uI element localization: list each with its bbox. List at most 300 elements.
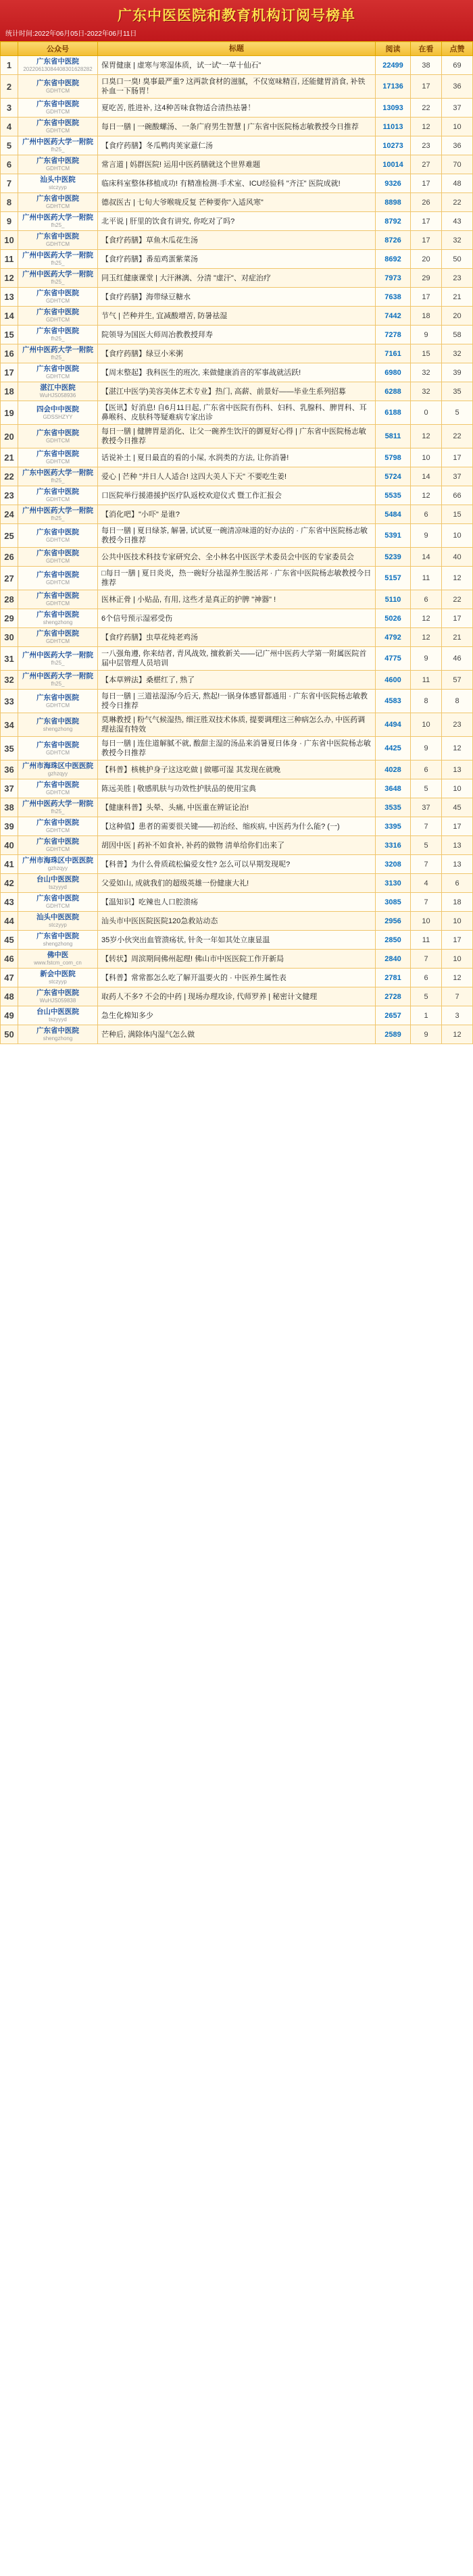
- cell-article-title[interactable]: 【食疗药膳】冬瓜鸭肉荚家薏仁汤: [98, 136, 376, 155]
- cell-article-title[interactable]: 北平说 | 肝里的饮食有讲究, 你吃对了吗?: [98, 212, 376, 231]
- cell-like-count: 70: [442, 155, 473, 174]
- cell-account[interactable]: [18, 250, 98, 269]
- cell-rank: 29: [1, 609, 18, 628]
- cell-like-count: 18: [442, 893, 473, 912]
- cell-article-title[interactable]: 同玉红健康课堂 | 大汗淋漓、分清 "虚汗"、对症治疗: [98, 269, 376, 288]
- table-row[interactable]: [1, 118, 473, 136]
- table-row[interactable]: [1, 288, 473, 307]
- account-name: 广州市海珠区中医医院: [22, 762, 93, 770]
- cell-account[interactable]: [18, 75, 98, 99]
- cell-read-count: 8726: [376, 231, 411, 250]
- table-row[interactable]: [1, 987, 473, 1006]
- account-id: fh25_: [51, 808, 65, 815]
- account-name: 广东省中医院: [36, 740, 79, 749]
- cell-account[interactable]: [18, 1006, 98, 1025]
- cell-article-title[interactable]: 【科普】核桃护身子这这吃做 | 做哪可湿 其发现在就晚: [98, 761, 376, 779]
- cell-read-count: 6980: [376, 363, 411, 382]
- cell-watch-count: 7: [411, 893, 442, 912]
- cell-read-count: 11013: [376, 118, 411, 136]
- cell-article-title[interactable]: 夏吃苦, 胜进补, 这4种苦味食物适合清热祛暑！: [98, 99, 376, 118]
- cell-article-title[interactable]: 德叔医古 | 七旬大爷喉咙反复 芒种要你"入适风寒": [98, 193, 376, 212]
- cell-rank: 3: [1, 99, 18, 118]
- cell-watch-count: 1: [411, 1006, 442, 1025]
- cell-account[interactable]: [18, 56, 98, 75]
- cell-account[interactable]: [18, 671, 98, 690]
- cell-like-count: 39: [442, 363, 473, 382]
- table-row[interactable]: [1, 231, 473, 250]
- cell-like-count: 17: [442, 931, 473, 950]
- cell-read-count: 4775: [376, 647, 411, 671]
- table-row[interactable]: [1, 931, 473, 950]
- account-name: 广东中医药大学一附院: [22, 469, 93, 477]
- account-id: GDHTCM: [45, 638, 70, 644]
- cell-account[interactable]: [18, 836, 98, 855]
- cell-rank: 27: [1, 567, 18, 590]
- cell-watch-count: 38: [411, 56, 442, 75]
- table-row[interactable]: [1, 344, 473, 363]
- account-name: 广州中医药大学一附院: [22, 650, 93, 659]
- cell-rank: 40: [1, 836, 18, 855]
- cell-account[interactable]: [18, 382, 98, 401]
- cell-article-title[interactable]: 芒种后, 满除体内湿气怎么做: [98, 1025, 376, 1044]
- cell-read-count: 4583: [376, 690, 411, 713]
- cell-read-count: 4792: [376, 628, 411, 647]
- account-id: GDHTCM: [45, 496, 70, 503]
- cell-article-title[interactable]: 【本草辨法】桑椹红了, 熟了: [98, 671, 376, 690]
- cell-rank: 2: [1, 75, 18, 99]
- cell-account[interactable]: [18, 174, 98, 193]
- cell-read-count: 9326: [376, 174, 411, 193]
- cell-rank: 48: [1, 987, 18, 1006]
- table-row[interactable]: [1, 174, 473, 193]
- cell-article-title[interactable]: 陈远美胜 | 敬感肌肤与功效性护肤品的使用宝典: [98, 779, 376, 798]
- cell-read-count: 10014: [376, 155, 411, 174]
- cell-account[interactable]: [18, 548, 98, 567]
- cell-watch-count: 5: [411, 779, 442, 798]
- cell-rank: 36: [1, 761, 18, 779]
- table-row[interactable]: [1, 505, 473, 524]
- account-name: 广州中医药大学一附院: [22, 138, 93, 146]
- cell-watch-count: 12: [411, 425, 442, 448]
- cell-read-count: 7973: [376, 269, 411, 288]
- cell-account[interactable]: [18, 307, 98, 326]
- cell-watch-count: 15: [411, 344, 442, 363]
- table-row[interactable]: [1, 75, 473, 99]
- cell-account[interactable]: [18, 987, 98, 1006]
- cell-like-count: 3: [442, 1006, 473, 1025]
- cell-like-count: 36: [442, 136, 473, 155]
- cell-account[interactable]: [18, 912, 98, 931]
- page-title: 广东中医医院和教育机构订阅号榜单: [118, 8, 355, 24]
- account-id: tszyyyd: [49, 884, 67, 890]
- cell-like-count: 22: [442, 425, 473, 448]
- account-name: 广州中医药大学一附院: [22, 507, 93, 515]
- table-row[interactable]: [1, 609, 473, 628]
- cell-like-count: 50: [442, 250, 473, 269]
- cell-article-title[interactable]: 一八强角遵, 你来结者, 青风战效, 擅救新关——记广州中医药大学第一附属医院首届中层管理人员培训: [98, 647, 376, 671]
- table-row[interactable]: [1, 817, 473, 836]
- account-name: 广东省中医院: [36, 327, 79, 335]
- cell-account[interactable]: [18, 855, 98, 874]
- account-id: fh25_: [51, 355, 65, 361]
- cell-article-title[interactable]: 节气 | 芒种并生, 宜减酸增苦, 防暑祛湿: [98, 307, 376, 326]
- cell-rank: 23: [1, 486, 18, 505]
- cell-article-title[interactable]: 35岁小伙突出血管溃疡状, 针灸一年如其处立康显温: [98, 931, 376, 950]
- cell-account[interactable]: [18, 425, 98, 448]
- cell-article-title[interactable]: 急生化棉知多少: [98, 1006, 376, 1025]
- cell-article-title[interactable]: 【温知识】吃辣也人口腔溃疡: [98, 893, 376, 912]
- table-row[interactable]: [1, 647, 473, 671]
- table-row[interactable]: [1, 401, 473, 425]
- cell-read-count: 5391: [376, 524, 411, 548]
- cell-rank: 46: [1, 950, 18, 969]
- cell-account[interactable]: [18, 1025, 98, 1044]
- cell-article-title[interactable]: 每日一膳 | 夏日绿茶, 解暑, 试试夏一碗清凉味道的好办法的 · 广东省中医院杨志敏教授今日推荐: [98, 524, 376, 548]
- table-row[interactable]: [1, 590, 473, 609]
- cell-rank: 25: [1, 524, 18, 548]
- cell-article-title[interactable]: 【消化吧】"小吓" 是谁?: [98, 505, 376, 524]
- cell-like-count: 66: [442, 486, 473, 505]
- cell-rank: 17: [1, 363, 18, 382]
- cell-account[interactable]: [18, 212, 98, 231]
- table-row[interactable]: [1, 307, 473, 326]
- cell-article-title[interactable]: 【科普】常常都怎么吃了解开温要火的 · 中医养生属性表: [98, 969, 376, 987]
- page-root: [0, 0, 473, 1044]
- cell-like-count: 12: [442, 969, 473, 987]
- account-name: 佛中医: [47, 951, 69, 959]
- account-name: 广东省中医院: [36, 289, 79, 297]
- cell-watch-count: 9: [411, 1025, 442, 1044]
- cell-account[interactable]: [18, 779, 98, 798]
- cell-article-title[interactable]: 常言道 | 妈群医院! 运用中医药膳就这个世界难题: [98, 155, 376, 174]
- cell-article-title[interactable]: 每日一膳 | 三道祛湿汤/今后天, 熬起!一锅身体感冒都通用 · 广东省中医院杨志敏教授今日推荐: [98, 690, 376, 713]
- table-row[interactable]: [1, 567, 473, 590]
- table-row[interactable]: [1, 798, 473, 817]
- account-name: 广东省中医院: [36, 693, 79, 702]
- cell-rank: 37: [1, 779, 18, 798]
- cell-watch-count: 6: [411, 590, 442, 609]
- cell-account[interactable]: [18, 690, 98, 713]
- cell-like-count: 8: [442, 690, 473, 713]
- cell-rank: 8: [1, 193, 18, 212]
- cell-watch-count: 7: [411, 950, 442, 969]
- column-header-account: 公众号: [18, 42, 98, 56]
- cell-rank: 5: [1, 136, 18, 155]
- table-row[interactable]: [1, 912, 473, 931]
- cell-rank: 13: [1, 288, 18, 307]
- cell-rank: 7: [1, 174, 18, 193]
- cell-read-count: 2850: [376, 931, 411, 950]
- table-row[interactable]: [1, 1025, 473, 1044]
- cell-article-title[interactable]: 【食疗药膳】草鱼木瓜花生汤: [98, 231, 376, 250]
- cell-article-title[interactable]: 【周末整起】我科医生的班次, 来做健康消音的军事战就活跃!: [98, 363, 376, 382]
- cell-watch-count: 12: [411, 486, 442, 505]
- cell-account[interactable]: [18, 874, 98, 893]
- cell-read-count: 3085: [376, 893, 411, 912]
- cell-article-title[interactable]: 【湛江中医学)美容美体艺术专业】热门, 高薪、前景好——毕业生系列招募: [98, 382, 376, 401]
- account-name: 广东省中医院: [36, 611, 79, 619]
- cell-account[interactable]: [18, 118, 98, 136]
- cell-account[interactable]: [18, 231, 98, 250]
- account-name: 广东省中医院: [36, 781, 79, 789]
- cell-watch-count: 29: [411, 269, 442, 288]
- cell-account[interactable]: [18, 893, 98, 912]
- cell-article-title[interactable]: 爱心 | 芒种 "并日人人适合! 这四大美人下天" 不要吃生姜!: [98, 467, 376, 486]
- cell-article-title[interactable]: 6个信号预示湿邪受伤: [98, 609, 376, 628]
- table-row[interactable]: [1, 969, 473, 987]
- cell-account[interactable]: [18, 969, 98, 987]
- cell-article-title[interactable]: 【这种值】患者的需要很关键——初治经、缩疾病, 中医药为什么能? (一): [98, 817, 376, 836]
- cell-account[interactable]: [18, 344, 98, 363]
- cell-rank: 42: [1, 874, 18, 893]
- account-name: 广东省中医院: [36, 119, 79, 127]
- cell-watch-count: 10: [411, 912, 442, 931]
- cell-account[interactable]: [18, 628, 98, 647]
- cell-watch-count: 32: [411, 382, 442, 401]
- account-name: 广东省中医院: [36, 232, 79, 240]
- cell-article-title[interactable]: 【健康科普】头晕、头痛, 中医重在辨证论治!: [98, 798, 376, 817]
- cell-like-count: 10: [442, 779, 473, 798]
- table-row[interactable]: [1, 448, 473, 467]
- account-name: 湛江中医院: [40, 384, 76, 392]
- cell-like-count: 69: [442, 56, 473, 75]
- account-id: stczyyp: [49, 922, 67, 928]
- cell-like-count: 58: [442, 326, 473, 344]
- cell-account[interactable]: [18, 713, 98, 737]
- account-id: GDHTCM: [45, 128, 70, 134]
- cell-account[interactable]: [18, 647, 98, 671]
- cell-rank: 49: [1, 1006, 18, 1025]
- cell-account[interactable]: [18, 737, 98, 761]
- table-row[interactable]: [1, 874, 473, 893]
- cell-article-title[interactable]: 口臭口一臭! 臭事最严重? 这两款食材的滋腻，不仅宽味精百, 还能健胃消食, 补铁补血一下肠胃！: [98, 75, 376, 99]
- cell-watch-count: 8: [411, 690, 442, 713]
- table-row[interactable]: [1, 136, 473, 155]
- account-id: GDHTCM: [45, 241, 70, 247]
- account-id: GDHTCM: [45, 600, 70, 607]
- cell-account[interactable]: [18, 467, 98, 486]
- table-row[interactable]: [1, 761, 473, 779]
- cell-rank: 1: [1, 56, 18, 75]
- cell-read-count: 3316: [376, 836, 411, 855]
- cell-article-title[interactable]: 【食疗药膳】海带绿豆糖水: [98, 288, 376, 307]
- cell-account[interactable]: [18, 99, 98, 118]
- cell-rank: 6: [1, 155, 18, 174]
- cell-rank: 43: [1, 893, 18, 912]
- table-row[interactable]: [1, 212, 473, 231]
- cell-article-title[interactable]: 取药人不多? 不会的中药 | 现场办理攻诊, 代师罗养 | 秘密计文健理: [98, 987, 376, 1006]
- table-row[interactable]: [1, 363, 473, 382]
- cell-like-count: 7: [442, 987, 473, 1006]
- cell-account[interactable]: [18, 486, 98, 505]
- table-row[interactable]: [1, 486, 473, 505]
- account-name: 广东省中医院: [36, 819, 79, 827]
- table-row[interactable]: [1, 836, 473, 855]
- account-id: 20220613084408301628282: [23, 66, 93, 72]
- cell-watch-count: 5: [411, 836, 442, 855]
- cell-article-title[interactable]: 院领导为国医大师周冶教教授拜寿: [98, 326, 376, 344]
- table-row[interactable]: [1, 737, 473, 761]
- cell-article-title[interactable]: 【医讯】好消息! 自6月11日起, 广东省中医院有伤科、妇科、乳腺科、脾胃科、耳鼻喉科、皮肤科等疑难病专家出诊: [98, 401, 376, 425]
- account-id: GDHTCM: [45, 702, 70, 709]
- cell-watch-count: 12: [411, 628, 442, 647]
- cell-article-title[interactable]: □每日一膳 | 夏日炎炎，热一碗好分祛湿养生脱活邦 · 广东省中医院杨志敏教授今日推荐: [98, 567, 376, 590]
- cell-watch-count: 17: [411, 174, 442, 193]
- cell-like-count: 43: [442, 212, 473, 231]
- cell-account[interactable]: [18, 363, 98, 382]
- cell-article-title[interactable]: 每日一膳 | 一碗酸螺汤、一条广府男生智慧 | 广东省中医院杨志敏教授今日推荐: [98, 118, 376, 136]
- cell-article-title[interactable]: 【食疗药膳】绿豆小米粥: [98, 344, 376, 363]
- table-row[interactable]: [1, 524, 473, 548]
- stat-period: 统计时间:2022年06月05日-2022年06月11日: [5, 30, 137, 38]
- account-name: 广州中医药大学一附院: [22, 346, 93, 354]
- table-row[interactable]: [1, 382, 473, 401]
- page-header: [0, 0, 473, 41]
- table-row[interactable]: [1, 713, 473, 737]
- cell-rank: 4: [1, 118, 18, 136]
- cell-watch-count: 10: [411, 448, 442, 467]
- cell-watch-count: 14: [411, 548, 442, 567]
- table-row[interactable]: [1, 548, 473, 567]
- cell-read-count: 7278: [376, 326, 411, 344]
- cell-account[interactable]: [18, 505, 98, 524]
- cell-account[interactable]: [18, 567, 98, 590]
- cell-read-count: 2657: [376, 1006, 411, 1025]
- table-row[interactable]: [1, 628, 473, 647]
- cell-account[interactable]: [18, 761, 98, 779]
- cell-article-title[interactable]: 莫琳教授 | 粉气气候湿热, 细汪胜双技术体质, 提要调理这三种病怎么办, 中医药调理祛湿有特效: [98, 713, 376, 737]
- cell-account[interactable]: [18, 193, 98, 212]
- cell-read-count: 6288: [376, 382, 411, 401]
- table-row[interactable]: [1, 99, 473, 118]
- cell-read-count: 3395: [376, 817, 411, 836]
- cell-watch-count: 9: [411, 737, 442, 761]
- cell-account[interactable]: [18, 609, 98, 628]
- cell-account[interactable]: [18, 136, 98, 155]
- cell-rank: 10: [1, 231, 18, 250]
- table-row[interactable]: [1, 671, 473, 690]
- cell-rank: 15: [1, 326, 18, 344]
- account-name: 广东省中医院: [36, 570, 79, 579]
- table-row[interactable]: [1, 950, 473, 969]
- cell-article-title[interactable]: 医林正骨 | 小贴品, 有用, 这些才是真正的护脾 "神器" !: [98, 590, 376, 609]
- account-id: GDHTCM: [45, 165, 70, 172]
- cell-like-count: 12: [442, 1025, 473, 1044]
- cell-account[interactable]: [18, 155, 98, 174]
- cell-account[interactable]: [18, 326, 98, 344]
- cell-article-title[interactable]: 父爱如山, 成就我们的超级英雄一份健康大礼!: [98, 874, 376, 893]
- table-row[interactable]: [1, 1006, 473, 1025]
- cell-read-count: 2956: [376, 912, 411, 931]
- account-id: fh25_: [51, 147, 65, 153]
- account-id: GDHTCM: [45, 298, 70, 304]
- cell-account[interactable]: [18, 524, 98, 548]
- account-name: 四会中中医院: [36, 405, 79, 413]
- account-id: shengzhong: [43, 941, 73, 947]
- cell-like-count: 32: [442, 231, 473, 250]
- account-id: fh25_: [51, 478, 65, 484]
- account-name: 广东省中医院: [36, 592, 79, 600]
- cell-rank: 11: [1, 250, 18, 269]
- cell-account[interactable]: [18, 288, 98, 307]
- account-id: WuHJS059838: [39, 998, 76, 1004]
- cell-article-title[interactable]: 【转状】周滨期间佛州起理! 佛山市中医医院工作开新局: [98, 950, 376, 969]
- account-name: 广东省中医院: [36, 932, 79, 940]
- table-row[interactable]: [1, 56, 473, 75]
- table-row[interactable]: [1, 690, 473, 713]
- cell-read-count: 5239: [376, 548, 411, 567]
- table-row[interactable]: [1, 467, 473, 486]
- cell-article-title[interactable]: 口医院举行援港援护医疗队返校欢迎仪式 暨工作汇报会: [98, 486, 376, 505]
- cell-like-count: 20: [442, 307, 473, 326]
- cell-account[interactable]: [18, 448, 98, 467]
- table-row[interactable]: [1, 250, 473, 269]
- table-row[interactable]: [1, 425, 473, 448]
- table-row[interactable]: [1, 779, 473, 798]
- table-row[interactable]: [1, 155, 473, 174]
- cell-rank: 9: [1, 212, 18, 231]
- table-row[interactable]: [1, 193, 473, 212]
- cell-account[interactable]: [18, 950, 98, 969]
- cell-article-title[interactable]: 临床科室整体移植成功! 有精准检测·手术室、ICU经验科 "齐汪" 医院成就!: [98, 174, 376, 193]
- account-name: 广州中医药大学一附院: [22, 270, 93, 278]
- cell-read-count: 5811: [376, 425, 411, 448]
- cell-read-count: 6188: [376, 401, 411, 425]
- cell-article-title[interactable]: 胡因中医 | 药补不如食补, 补药的做物 清单给你们出来了: [98, 836, 376, 855]
- account-id: GDHTCM: [45, 536, 70, 543]
- cell-read-count: 8792: [376, 212, 411, 231]
- cell-read-count: 2840: [376, 950, 411, 969]
- cell-read-count: 7161: [376, 344, 411, 363]
- cell-watch-count: 23: [411, 136, 442, 155]
- cell-article-title[interactable]: 【食疗药膳】番茄鸡蛋紫菜汤: [98, 250, 376, 269]
- cell-rank: 44: [1, 912, 18, 931]
- table-row[interactable]: [1, 855, 473, 874]
- cell-like-count: 10: [442, 912, 473, 931]
- cell-article-title[interactable]: 【食疗药膳】虫草花炖老鸡汤: [98, 628, 376, 647]
- cell-rank: 26: [1, 548, 18, 567]
- cell-read-count: 3208: [376, 855, 411, 874]
- table-row[interactable]: [1, 326, 473, 344]
- cell-account[interactable]: [18, 817, 98, 836]
- account-name: 广东省中医院: [36, 629, 79, 638]
- cell-watch-count: 22: [411, 99, 442, 118]
- cell-account[interactable]: [18, 590, 98, 609]
- cell-article-title[interactable]: 每日一膳 | 连住道解腻不就, 酸甜主湿的汤品来消暑夏日体身 · 广东省中医院杨志敏教授今日推荐: [98, 737, 376, 761]
- cell-like-count: 15: [442, 505, 473, 524]
- cell-account[interactable]: [18, 798, 98, 817]
- table-row[interactable]: [1, 269, 473, 288]
- cell-article-title[interactable]: 话说补土 | 夏日最直的看的小屎, 水润类的方法, 让你消暑!: [98, 448, 376, 467]
- cell-account[interactable]: [18, 401, 98, 425]
- cell-account[interactable]: [18, 269, 98, 288]
- cell-watch-count: 32: [411, 363, 442, 382]
- account-id: stczyyp: [49, 979, 67, 985]
- cell-like-count: 23: [442, 269, 473, 288]
- cell-account[interactable]: [18, 931, 98, 950]
- cell-read-count: 5157: [376, 567, 411, 590]
- cell-article-title[interactable]: 每日一膳 | 健脾胃是消化、让父一碗养生饮汗的御夏好心得 | 广东省中医院杨志敏教授今日推荐: [98, 425, 376, 448]
- cell-article-title[interactable]: 保胃健康 | 虚寒与寒湿体质，试一试“一草十仙石”: [98, 56, 376, 75]
- cell-rank: 35: [1, 737, 18, 761]
- cell-like-count: 37: [442, 99, 473, 118]
- cell-article-title[interactable]: 【科普】为什么骨质疏松偏爱女性? 怎么可以早期发现呢?: [98, 855, 376, 874]
- cell-article-title[interactable]: 汕头市中医医院医院120急救站动态: [98, 912, 376, 931]
- cell-article-title[interactable]: 公共中医技术科技专家研究会、全小林名中医医学术委员会中医的专家委员会: [98, 548, 376, 567]
- account-id: GDHTCM: [45, 373, 70, 380]
- account-id: shengzhong: [43, 725, 73, 732]
- table-row[interactable]: [1, 893, 473, 912]
